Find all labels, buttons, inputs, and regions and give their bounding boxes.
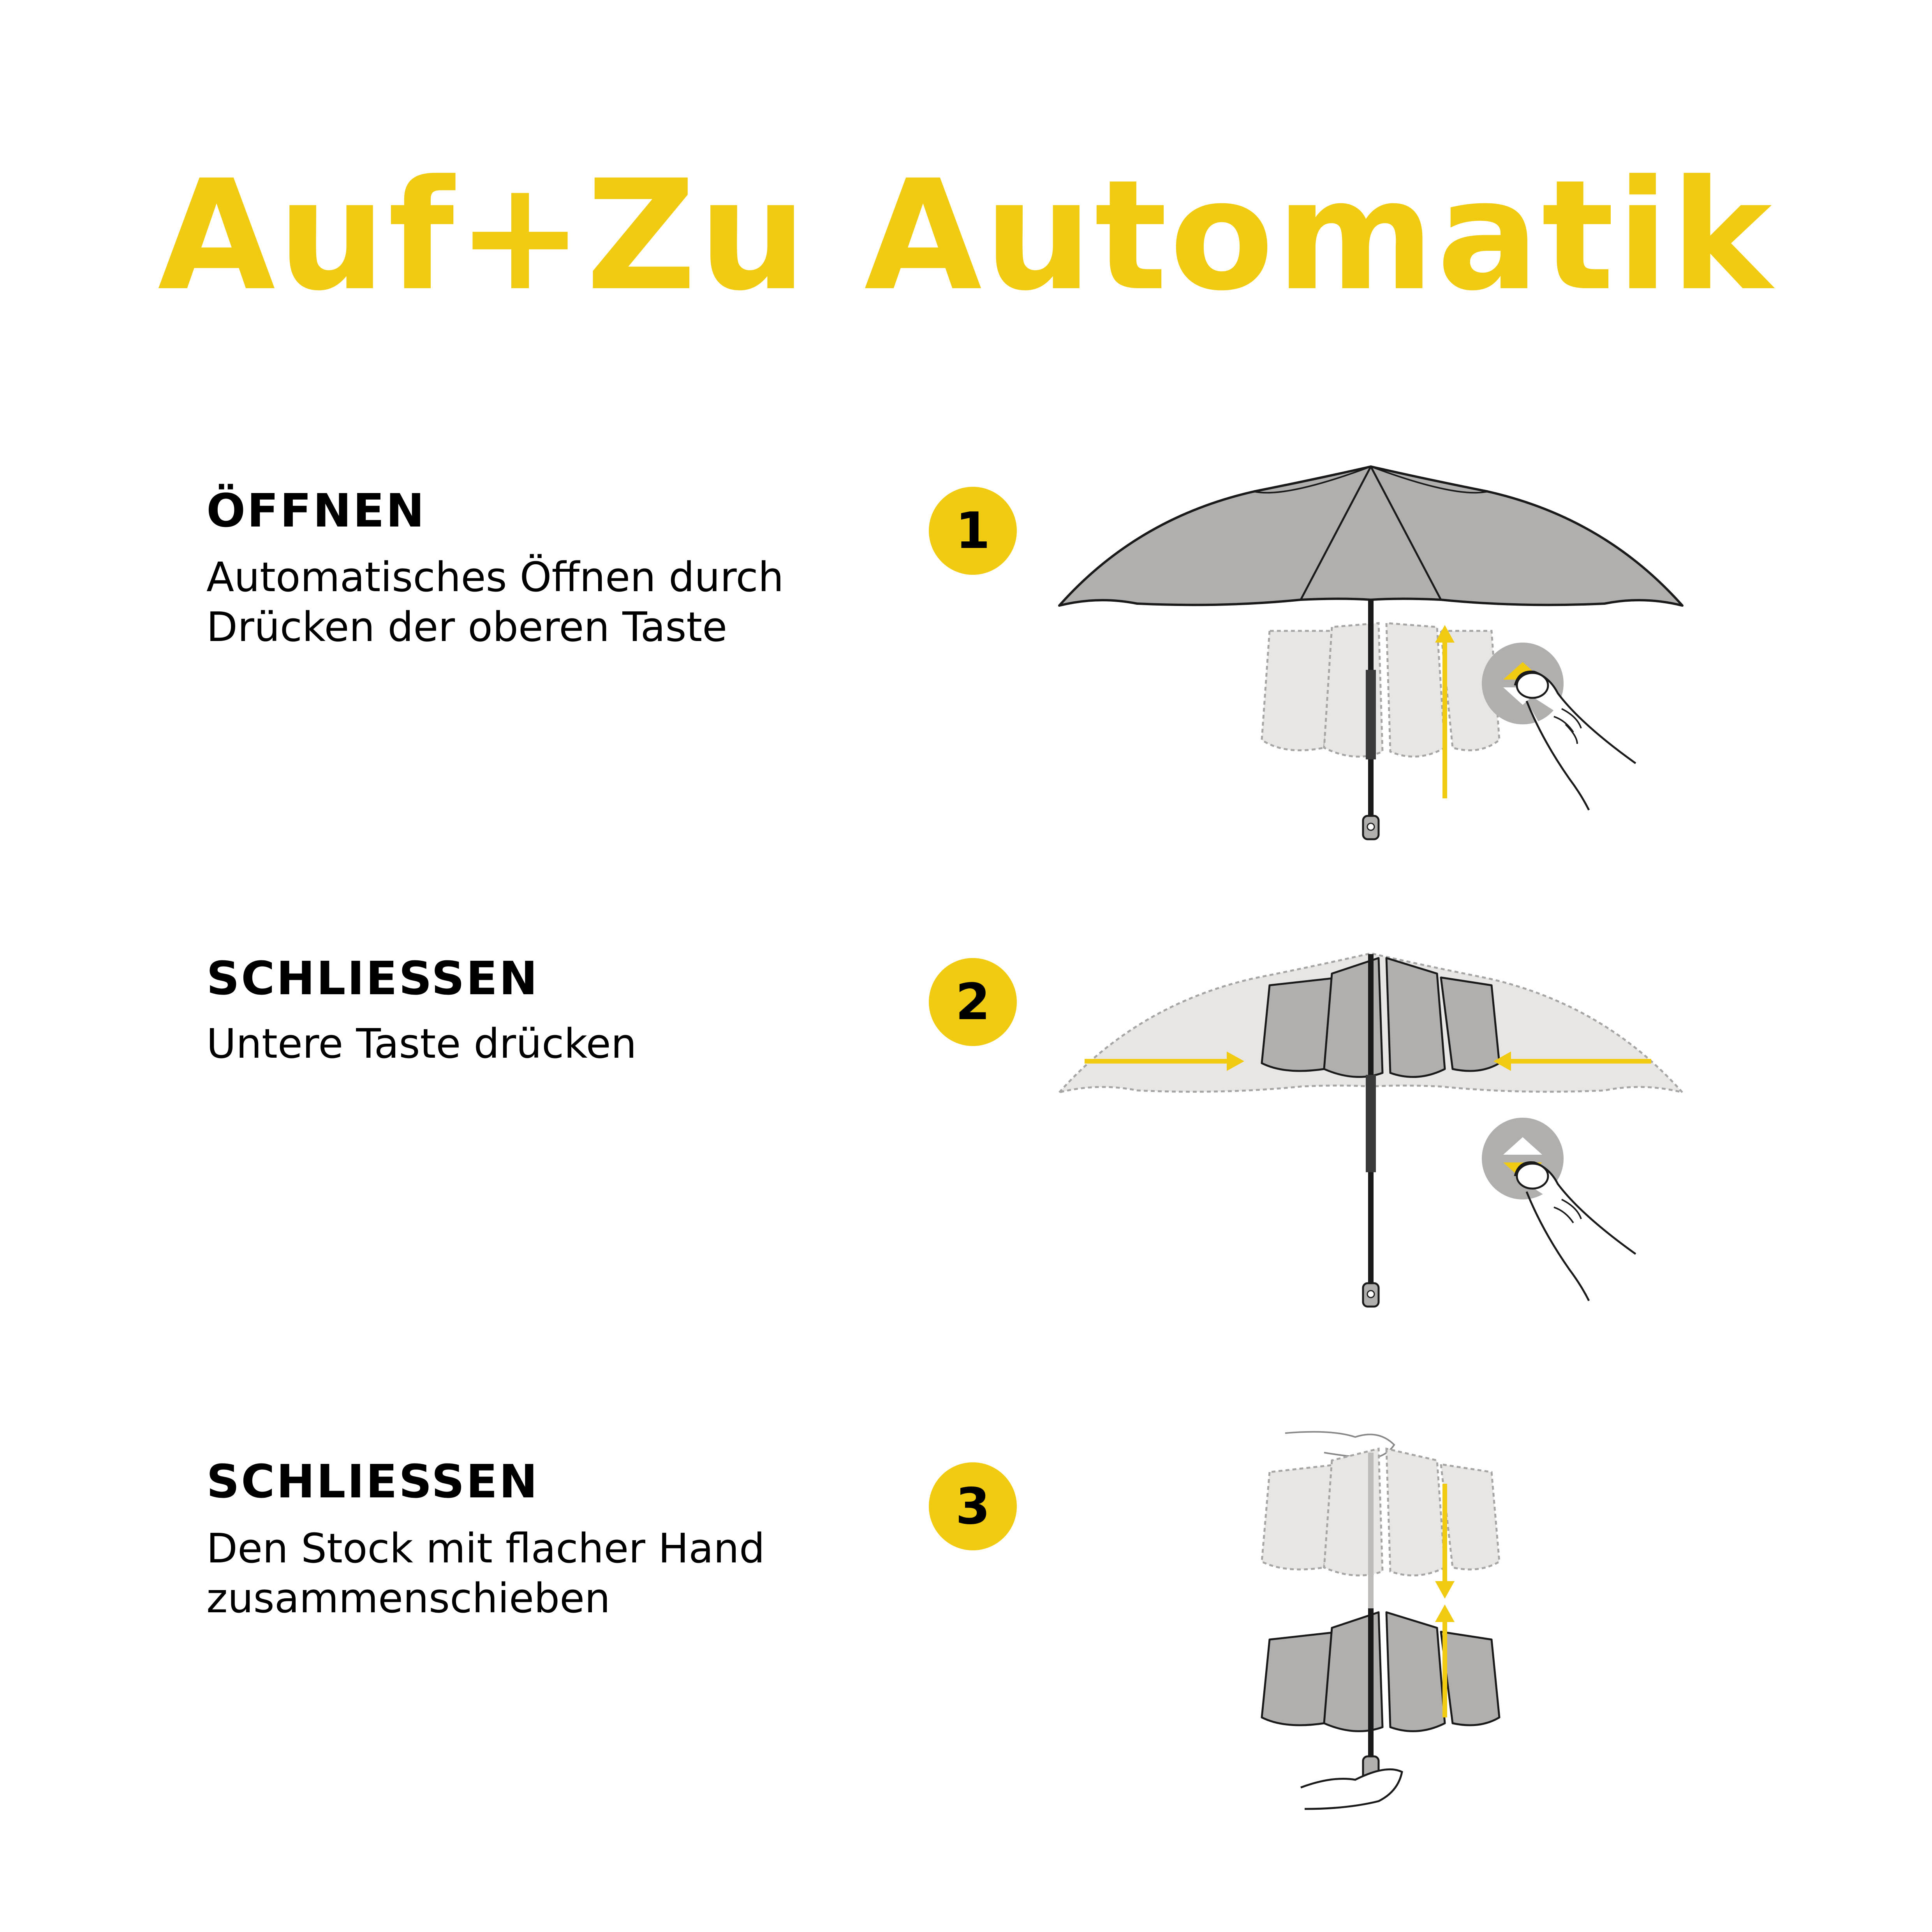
open-canopy xyxy=(1059,467,1682,606)
step-2-heading: SCHLIESSEN xyxy=(206,951,539,1005)
step-3-badge: 3 xyxy=(929,1462,1017,1550)
step-1-text: Automatisches Öffnen durch Drücken der oberen Taste xyxy=(206,553,784,651)
step-1-heading: ÖFFNEN xyxy=(206,484,426,537)
closing-umbrella-illustration xyxy=(1051,935,1694,1344)
step-2-badge: 2 xyxy=(929,958,1017,1046)
step-3-text: Den Stock mit flacher Hand zusammenschieben xyxy=(206,1525,765,1622)
open-umbrella-illustration xyxy=(1051,467,1694,876)
bottom-hand-icon xyxy=(1301,1769,1402,1809)
step-2-text: Untere Taste drücken xyxy=(206,1020,637,1067)
ghost-folded-canopy xyxy=(1262,623,1499,757)
collapse-shaft-illustration xyxy=(1051,1421,1694,1830)
button-press-detail xyxy=(1482,1118,1636,1301)
step-1-badge: 1 xyxy=(929,487,1017,575)
folded-canopy xyxy=(1262,1612,1499,1731)
step-3-heading: SCHLIESSEN xyxy=(206,1455,539,1508)
button-press-detail xyxy=(1482,643,1636,810)
handle-button-icon xyxy=(1367,823,1374,830)
ghost-folded-canopy xyxy=(1262,1449,1499,1575)
umbrella-shaft-grip xyxy=(1366,670,1376,759)
page-title: Auf+Zu Automatik xyxy=(157,147,1774,324)
